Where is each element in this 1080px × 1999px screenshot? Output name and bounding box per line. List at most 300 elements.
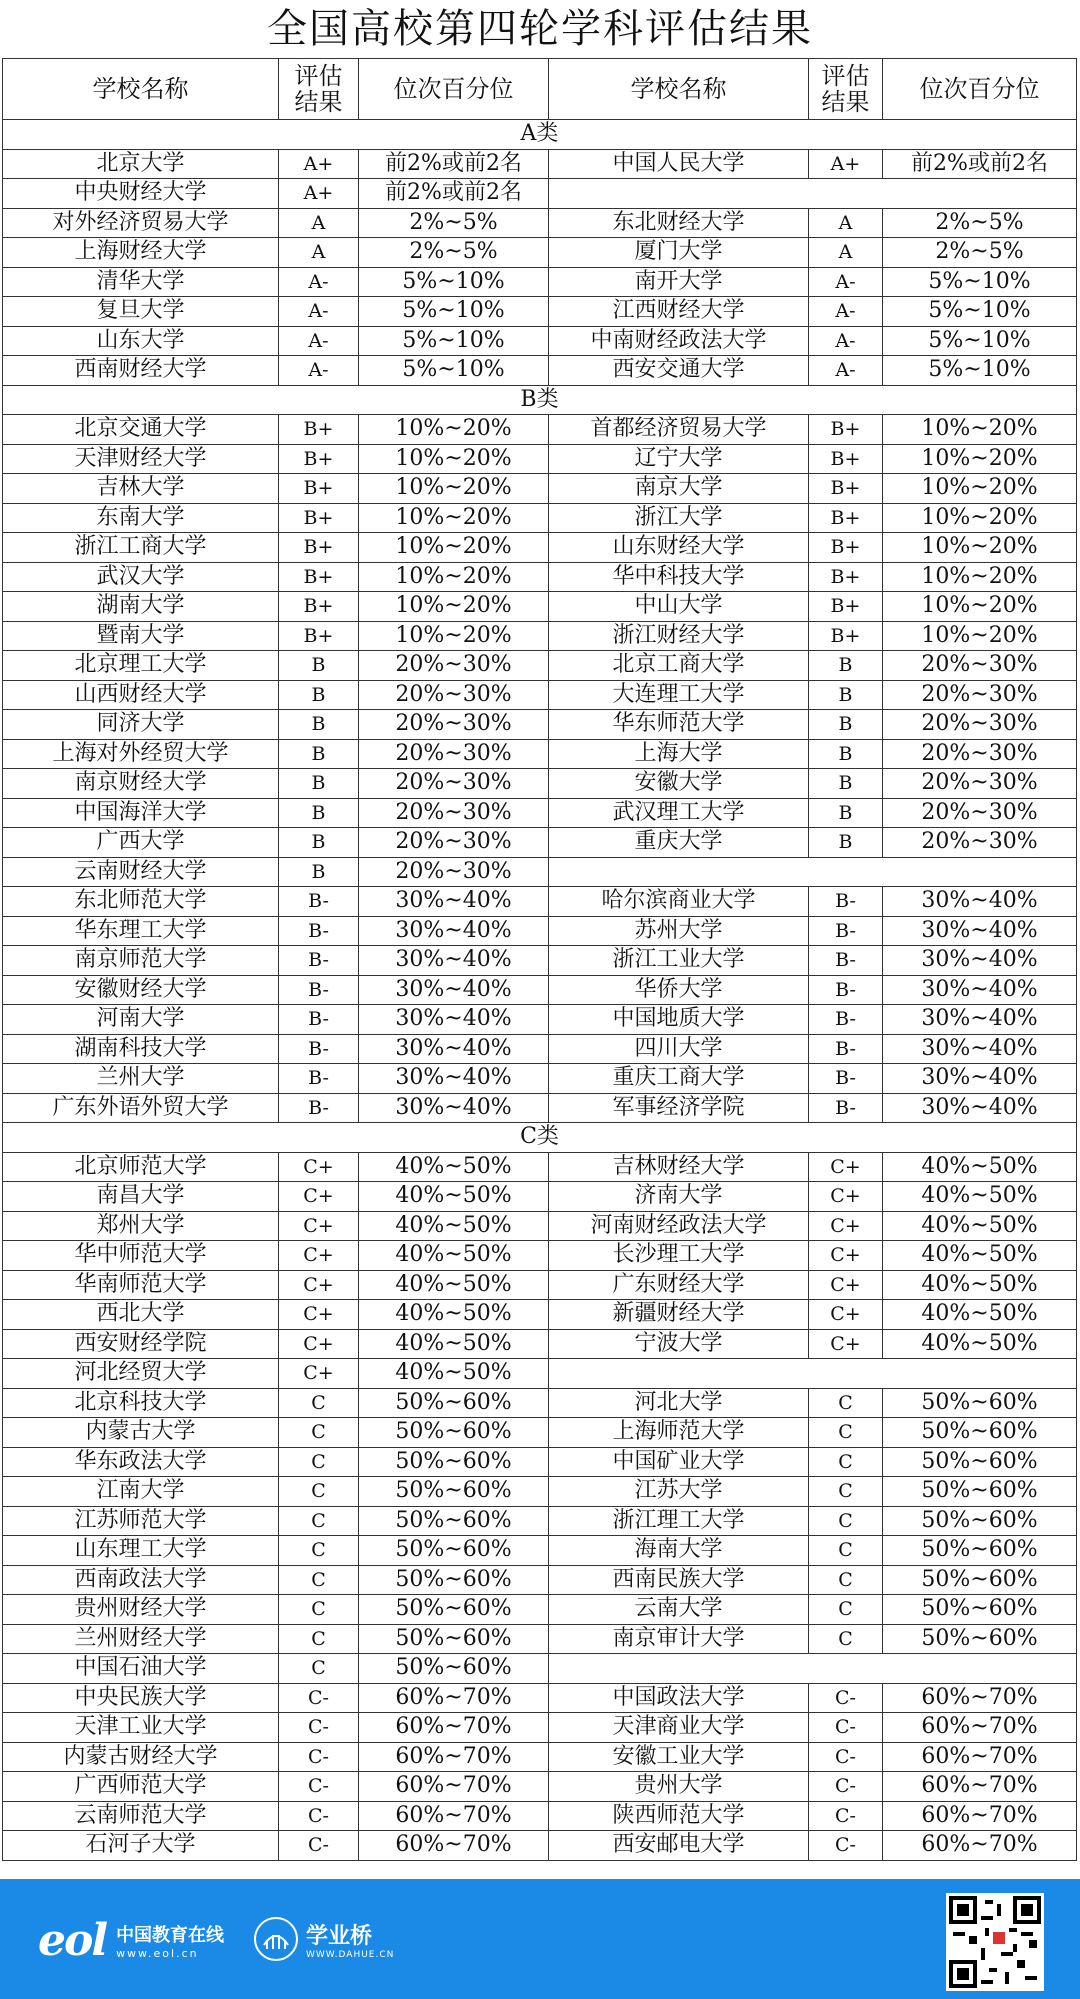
school-name-cell: 中国石油大学 <box>3 1654 279 1684</box>
school-name-2-cell: 华侨大学 <box>549 975 809 1005</box>
grade-cell: C+ <box>279 1329 359 1359</box>
grade-2-cell: C <box>809 1477 883 1507</box>
school-name-cell: 吉林大学 <box>3 474 279 504</box>
percentile-2-cell: 40%~50% <box>883 1211 1077 1241</box>
table-row <box>3 326 1077 356</box>
grade-cell: B+ <box>279 444 359 474</box>
school-name-2-cell: 苏州大学 <box>549 916 809 946</box>
percentile-2-cell: 40%~50% <box>883 1300 1077 1330</box>
grade-cell: B- <box>279 1034 359 1064</box>
table-row <box>3 651 1077 681</box>
grade-cell: C <box>279 1536 359 1566</box>
school-name-2-cell: 东北财经大学 <box>549 208 809 238</box>
percentile-cell: 20%~30% <box>359 739 549 769</box>
school-name-2-cell: 海南大学 <box>549 1536 809 1566</box>
percentile-cell: 40%~50% <box>359 1182 549 1212</box>
grade-cell: A- <box>279 297 359 327</box>
percentile-cell: 60%~70% <box>359 1683 549 1713</box>
percentile-2-cell: 40%~50% <box>883 1329 1077 1359</box>
percentile-2-cell: 10%~20% <box>883 562 1077 592</box>
table-row <box>3 1329 1077 1359</box>
school-name-2-cell: 上海师范大学 <box>549 1418 809 1448</box>
percentile-2-cell: 60%~70% <box>883 1801 1077 1831</box>
table-row <box>3 1742 1077 1772</box>
percentile-2-cell: 60%~70% <box>883 1713 1077 1743</box>
grade-cell: B <box>279 710 359 740</box>
table-row <box>3 1831 1077 1861</box>
school-name-2-cell <box>549 1359 1077 1389</box>
header-school-name: 学校名称 <box>3 59 279 120</box>
percentile-cell: 60%~70% <box>359 1742 549 1772</box>
grade-cell: B <box>279 651 359 681</box>
percentile-cell: 60%~70% <box>359 1772 549 1802</box>
xueyeqiao-logo[interactable] <box>254 1917 394 1961</box>
grade-2-cell: B+ <box>809 474 883 504</box>
percentile-2-cell: 50%~60% <box>883 1477 1077 1507</box>
percentile-cell: 50%~60% <box>359 1477 549 1507</box>
school-name-2-cell: 山东财经大学 <box>549 533 809 563</box>
school-name-cell: 云南财经大学 <box>3 857 279 887</box>
school-name-cell: 中央民族大学 <box>3 1683 279 1713</box>
grade-cell: C <box>279 1654 359 1684</box>
table-row <box>3 1241 1077 1271</box>
school-name-2-cell: 南开大学 <box>549 267 809 297</box>
percentile-2-cell: 20%~30% <box>883 798 1077 828</box>
grade-cell: B+ <box>279 621 359 651</box>
percentile-cell: 20%~30% <box>359 710 549 740</box>
percentile-cell: 2%~5% <box>359 208 549 238</box>
percentile-2-cell: 40%~50% <box>883 1241 1077 1271</box>
grade-cell: C+ <box>279 1211 359 1241</box>
table-row <box>3 1270 1077 1300</box>
grade-2-cell: C+ <box>809 1182 883 1212</box>
grade-cell: C- <box>279 1742 359 1772</box>
percentile-cell: 前2%或前2名 <box>359 179 549 209</box>
header-school-name-2: 学校名称 <box>549 59 809 120</box>
grade-2-cell: C+ <box>809 1270 883 1300</box>
grade-2-cell: C <box>809 1624 883 1654</box>
school-name-2-cell: 华东师范大学 <box>549 710 809 740</box>
percentile-cell: 10%~20% <box>359 444 549 474</box>
percentile-cell: 50%~60% <box>359 1388 549 1418</box>
grade-cell: B- <box>279 916 359 946</box>
percentile-cell: 30%~40% <box>359 1034 549 1064</box>
school-name-cell: 上海财经大学 <box>3 238 279 268</box>
section-label: C类 <box>3 1123 1077 1153</box>
percentile-2-cell: 60%~70% <box>883 1831 1077 1861</box>
percentile-cell: 60%~70% <box>359 1713 549 1743</box>
grade-cell: B- <box>279 975 359 1005</box>
xueyeqiao-emblem-icon <box>254 1917 298 1961</box>
table-row <box>3 1801 1077 1831</box>
percentile-2-cell: 10%~20% <box>883 503 1077 533</box>
table-row <box>3 710 1077 740</box>
qr-code-icon[interactable] <box>946 1893 1044 1991</box>
section-label: B类 <box>3 385 1077 415</box>
school-name-cell: 北京交通大学 <box>3 415 279 445</box>
table-row <box>3 356 1077 386</box>
percentile-2-cell: 10%~20% <box>883 444 1077 474</box>
percentile-cell: 50%~60% <box>359 1536 549 1566</box>
percentile-2-cell: 20%~30% <box>883 739 1077 769</box>
percentile-cell: 40%~50% <box>359 1211 549 1241</box>
percentile-cell: 前2%或前2名 <box>359 149 549 179</box>
percentile-cell: 50%~60% <box>359 1595 549 1625</box>
grade-2-cell: C <box>809 1506 883 1536</box>
school-name-2-cell: 河南财经政法大学 <box>549 1211 809 1241</box>
school-name-cell: 河北经贸大学 <box>3 1359 279 1389</box>
percentile-2-cell: 50%~60% <box>883 1388 1077 1418</box>
table-row <box>3 916 1077 946</box>
table-row <box>3 503 1077 533</box>
table-row <box>3 1713 1077 1743</box>
table-row <box>3 1034 1077 1064</box>
school-name-2-cell: 大连理工大学 <box>549 680 809 710</box>
school-name-cell: 中国海洋大学 <box>3 798 279 828</box>
percentile-cell: 20%~30% <box>359 798 549 828</box>
grade-cell: C- <box>279 1801 359 1831</box>
grade-cell: C- <box>279 1683 359 1713</box>
grade-2-cell: B- <box>809 887 883 917</box>
grade-2-cell: B- <box>809 1005 883 1035</box>
table-row <box>3 1506 1077 1536</box>
percentile-2-cell: 10%~20% <box>883 533 1077 563</box>
grade-2-cell: B- <box>809 975 883 1005</box>
eol-logo[interactable] <box>38 1915 224 1966</box>
table-row <box>3 297 1077 327</box>
school-name-cell: 广东外语外贸大学 <box>3 1093 279 1123</box>
percentile-cell: 20%~30% <box>359 857 549 887</box>
school-name-cell: 华东政法大学 <box>3 1447 279 1477</box>
school-name-cell: 云南师范大学 <box>3 1801 279 1831</box>
percentile-cell: 40%~50% <box>359 1329 549 1359</box>
school-name-cell: 安徽财经大学 <box>3 975 279 1005</box>
percentile-cell: 20%~30% <box>359 769 549 799</box>
percentile-2-cell: 50%~60% <box>883 1595 1077 1625</box>
percentile-2-cell: 50%~60% <box>883 1536 1077 1566</box>
page-title: 全国高校第四轮学科评估结果 <box>267 6 813 52</box>
percentile-2-cell: 40%~50% <box>883 1152 1077 1182</box>
grade-2-cell: C- <box>809 1831 883 1861</box>
percentile-cell: 30%~40% <box>359 916 549 946</box>
table-row <box>3 1624 1077 1654</box>
grade-2-cell: A <box>809 238 883 268</box>
percentile-cell: 50%~60% <box>359 1654 549 1684</box>
grade-cell: A- <box>279 326 359 356</box>
school-name-2-cell: 吉林财经大学 <box>549 1152 809 1182</box>
percentile-cell: 40%~50% <box>359 1152 549 1182</box>
grade-cell: B <box>279 857 359 887</box>
percentile-2-cell: 5%~10% <box>883 326 1077 356</box>
percentile-cell: 30%~40% <box>359 887 549 917</box>
table-row <box>3 149 1077 179</box>
percentile-cell: 20%~30% <box>359 651 549 681</box>
school-name-2-cell: 中南财经政法大学 <box>549 326 809 356</box>
percentile-cell: 40%~50% <box>359 1359 549 1389</box>
school-name-2-cell: 中国地质大学 <box>549 1005 809 1035</box>
table-row <box>3 946 1077 976</box>
table-row <box>3 680 1077 710</box>
school-name-cell: 复旦大学 <box>3 297 279 327</box>
school-name-2-cell: 贵州大学 <box>549 1772 809 1802</box>
percentile-2-cell: 60%~70% <box>883 1742 1077 1772</box>
school-name-cell: 湖南大学 <box>3 592 279 622</box>
table-row <box>3 1005 1077 1035</box>
school-name-2-cell: 天津商业大学 <box>549 1713 809 1743</box>
school-name-2-cell: 浙江理工大学 <box>549 1506 809 1536</box>
school-name-2-cell: 安徽大学 <box>549 769 809 799</box>
table-row <box>3 562 1077 592</box>
school-name-cell: 北京大学 <box>3 149 279 179</box>
grade-2-cell: C- <box>809 1683 883 1713</box>
percentile-2-cell: 50%~60% <box>883 1506 1077 1536</box>
school-name-cell: 内蒙古大学 <box>3 1418 279 1448</box>
grade-2-cell: B+ <box>809 503 883 533</box>
section-label: A类 <box>3 120 1077 150</box>
percentile-2-cell: 20%~30% <box>883 828 1077 858</box>
school-name-2-cell <box>549 857 1077 887</box>
table-row <box>3 1683 1077 1713</box>
grade-cell: B- <box>279 1064 359 1094</box>
school-name-cell: 西南政法大学 <box>3 1565 279 1595</box>
grade-2-cell: A- <box>809 326 883 356</box>
school-name-2-cell: 军事经济学院 <box>549 1093 809 1123</box>
grade-cell: C- <box>279 1713 359 1743</box>
table-body <box>3 120 1077 1861</box>
school-name-2-cell: 长沙理工大学 <box>549 1241 809 1271</box>
school-name-2-cell <box>549 1654 1077 1684</box>
school-name-2-cell: 哈尔滨商业大学 <box>549 887 809 917</box>
school-name-2-cell: 北京工商大学 <box>549 651 809 681</box>
grade-cell: B+ <box>279 503 359 533</box>
school-name-cell: 郑州大学 <box>3 1211 279 1241</box>
grade-cell: C <box>279 1418 359 1448</box>
grade-2-cell: C- <box>809 1742 883 1772</box>
school-name-2-cell: 西安邮电大学 <box>549 1831 809 1861</box>
percentile-cell: 30%~40% <box>359 1093 549 1123</box>
school-name-2-cell: 辽宁大学 <box>549 444 809 474</box>
percentile-2-cell: 30%~40% <box>883 1034 1077 1064</box>
percentile-cell: 10%~20% <box>359 415 549 445</box>
percentile-cell: 10%~20% <box>359 474 549 504</box>
school-name-2-cell: 江西财经大学 <box>549 297 809 327</box>
grade-2-cell: A+ <box>809 149 883 179</box>
school-name-2-cell: 西安交通大学 <box>549 356 809 386</box>
table-row <box>3 474 1077 504</box>
table-row <box>3 857 1077 887</box>
percentile-cell: 60%~70% <box>359 1801 549 1831</box>
grade-cell: B- <box>279 946 359 976</box>
school-name-cell: 兰州财经大学 <box>3 1624 279 1654</box>
grade-2-cell: A <box>809 208 883 238</box>
header-percentile: 位次百分位 <box>359 59 549 120</box>
table-header <box>3 59 1077 120</box>
grade-cell: C <box>279 1595 359 1625</box>
table-row <box>3 592 1077 622</box>
grade-cell: C <box>279 1447 359 1477</box>
percentile-cell: 10%~20% <box>359 621 549 651</box>
percentile-cell: 2%~5% <box>359 238 549 268</box>
school-name-cell: 山西财经大学 <box>3 680 279 710</box>
school-name-2-cell: 南京审计大学 <box>549 1624 809 1654</box>
school-name-cell: 暨南大学 <box>3 621 279 651</box>
eol-mark: eol <box>38 1915 107 1966</box>
school-name-cell: 贵州财经大学 <box>3 1595 279 1625</box>
percentile-2-cell: 前2%或前2名 <box>883 149 1077 179</box>
grade-2-cell: B- <box>809 946 883 976</box>
school-name-2-cell: 中国人民大学 <box>549 149 809 179</box>
eol-name: 中国教育在线 <box>116 1925 225 1946</box>
percentile-2-cell: 30%~40% <box>883 916 1077 946</box>
school-name-cell: 天津财经大学 <box>3 444 279 474</box>
section-row <box>3 120 1077 150</box>
school-name-2-cell: 重庆工商大学 <box>549 1064 809 1094</box>
school-name-2-cell: 厦门大学 <box>549 238 809 268</box>
grade-cell: C <box>279 1477 359 1507</box>
percentile-2-cell: 20%~30% <box>883 769 1077 799</box>
school-name-cell: 西安财经学院 <box>3 1329 279 1359</box>
grade-2-cell: B <box>809 651 883 681</box>
school-name-cell: 北京理工大学 <box>3 651 279 681</box>
school-name-cell: 清华大学 <box>3 267 279 297</box>
grade-cell: C+ <box>279 1270 359 1300</box>
table-row <box>3 798 1077 828</box>
school-name-cell: 同济大学 <box>3 710 279 740</box>
grade-2-cell: B- <box>809 1093 883 1123</box>
school-name-cell: 湖南科技大学 <box>3 1034 279 1064</box>
results-table-container <box>2 58 1076 1861</box>
school-name-cell: 兰州大学 <box>3 1064 279 1094</box>
school-name-cell: 天津工业大学 <box>3 1713 279 1743</box>
school-name-2-cell: 华中科技大学 <box>549 562 809 592</box>
grade-2-cell: C <box>809 1595 883 1625</box>
school-name-cell: 武汉大学 <box>3 562 279 592</box>
percentile-cell: 30%~40% <box>359 975 549 1005</box>
table-row <box>3 1093 1077 1123</box>
grade-cell: C- <box>279 1831 359 1861</box>
table-row <box>3 238 1077 268</box>
percentile-cell: 5%~10% <box>359 297 549 327</box>
grade-cell: C+ <box>279 1359 359 1389</box>
percentile-2-cell: 10%~20% <box>883 621 1077 651</box>
school-name-2-cell: 上海大学 <box>549 739 809 769</box>
section-row <box>3 385 1077 415</box>
table-row <box>3 1388 1077 1418</box>
grade-cell: A+ <box>279 179 359 209</box>
school-name-2-cell: 广东财经大学 <box>549 1270 809 1300</box>
footer-banner <box>0 1879 1080 1999</box>
table-row <box>3 1654 1077 1684</box>
percentile-2-cell: 30%~40% <box>883 1064 1077 1094</box>
percentile-cell: 30%~40% <box>359 1064 549 1094</box>
grade-2-cell: C- <box>809 1801 883 1831</box>
school-name-cell: 西南财经大学 <box>3 356 279 386</box>
percentile-2-cell: 10%~20% <box>883 474 1077 504</box>
grade-2-cell: C <box>809 1388 883 1418</box>
school-name-cell: 东北师范大学 <box>3 887 279 917</box>
percentile-cell: 5%~10% <box>359 326 549 356</box>
table-row <box>3 1064 1077 1094</box>
percentile-2-cell: 5%~10% <box>883 356 1077 386</box>
school-name-2-cell: 重庆大学 <box>549 828 809 858</box>
percentile-cell: 20%~30% <box>359 680 549 710</box>
percentile-cell: 10%~20% <box>359 592 549 622</box>
grade-2-cell: C <box>809 1418 883 1448</box>
grade-cell: C+ <box>279 1182 359 1212</box>
grade-2-cell: B <box>809 769 883 799</box>
grade-2-cell: A- <box>809 356 883 386</box>
xueyeqiao-url: WWW.DAHUE.CN <box>306 1949 395 1960</box>
school-name-2-cell: 中国政法大学 <box>549 1683 809 1713</box>
table-row <box>3 444 1077 474</box>
header-grade: 评估 结果 <box>279 59 359 120</box>
percentile-cell: 40%~50% <box>359 1300 549 1330</box>
grade-2-cell: B- <box>809 1034 883 1064</box>
school-name-cell: 河南大学 <box>3 1005 279 1035</box>
school-name-cell: 南京财经大学 <box>3 769 279 799</box>
percentile-cell: 10%~20% <box>359 503 549 533</box>
grade-cell: B- <box>279 887 359 917</box>
school-name-2-cell: 浙江财经大学 <box>549 621 809 651</box>
school-name-cell: 西北大学 <box>3 1300 279 1330</box>
grade-2-cell: B <box>809 798 883 828</box>
percentile-2-cell: 2%~5% <box>883 208 1077 238</box>
table-row <box>3 1595 1077 1625</box>
percentile-cell: 30%~40% <box>359 946 549 976</box>
school-name-cell: 浙江工商大学 <box>3 533 279 563</box>
grade-cell: B+ <box>279 533 359 563</box>
school-name-2-cell: 新疆财经大学 <box>549 1300 809 1330</box>
table-row <box>3 179 1077 209</box>
school-name-2-cell: 浙江工业大学 <box>549 946 809 976</box>
percentile-2-cell: 30%~40% <box>883 946 1077 976</box>
table-row <box>3 208 1077 238</box>
school-name-2-cell: 陕西师范大学 <box>549 1801 809 1831</box>
school-name-cell: 东南大学 <box>3 503 279 533</box>
table-row <box>3 415 1077 445</box>
school-name-2-cell: 济南大学 <box>549 1182 809 1212</box>
grade-cell: C <box>279 1506 359 1536</box>
grade-cell: B+ <box>279 562 359 592</box>
grade-2-cell: B+ <box>809 592 883 622</box>
grade-cell: B <box>279 680 359 710</box>
percentile-cell: 5%~10% <box>359 356 549 386</box>
percentile-2-cell: 40%~50% <box>883 1182 1077 1212</box>
percentile-cell: 5%~10% <box>359 267 549 297</box>
grade-2-cell: B+ <box>809 533 883 563</box>
grade-2-cell: B+ <box>809 621 883 651</box>
table-row <box>3 769 1077 799</box>
percentile-2-cell: 40%~50% <box>883 1270 1077 1300</box>
table-row <box>3 1536 1077 1566</box>
percentile-cell: 50%~60% <box>359 1565 549 1595</box>
school-name-2-cell: 宁波大学 <box>549 1329 809 1359</box>
school-name-cell: 山东大学 <box>3 326 279 356</box>
eol-url: www.eol.cn <box>116 1947 199 1960</box>
grade-2-cell: B+ <box>809 415 883 445</box>
percentile-cell: 10%~20% <box>359 562 549 592</box>
percentile-2-cell: 5%~10% <box>883 267 1077 297</box>
school-name-cell: 石河子大学 <box>3 1831 279 1861</box>
grade-cell: B <box>279 739 359 769</box>
school-name-2-cell: 南京大学 <box>549 474 809 504</box>
grade-cell: C <box>279 1624 359 1654</box>
school-name-cell: 北京师范大学 <box>3 1152 279 1182</box>
grade-2-cell: B- <box>809 916 883 946</box>
table-row <box>3 621 1077 651</box>
grade-2-cell: C+ <box>809 1300 883 1330</box>
grade-cell: C <box>279 1388 359 1418</box>
